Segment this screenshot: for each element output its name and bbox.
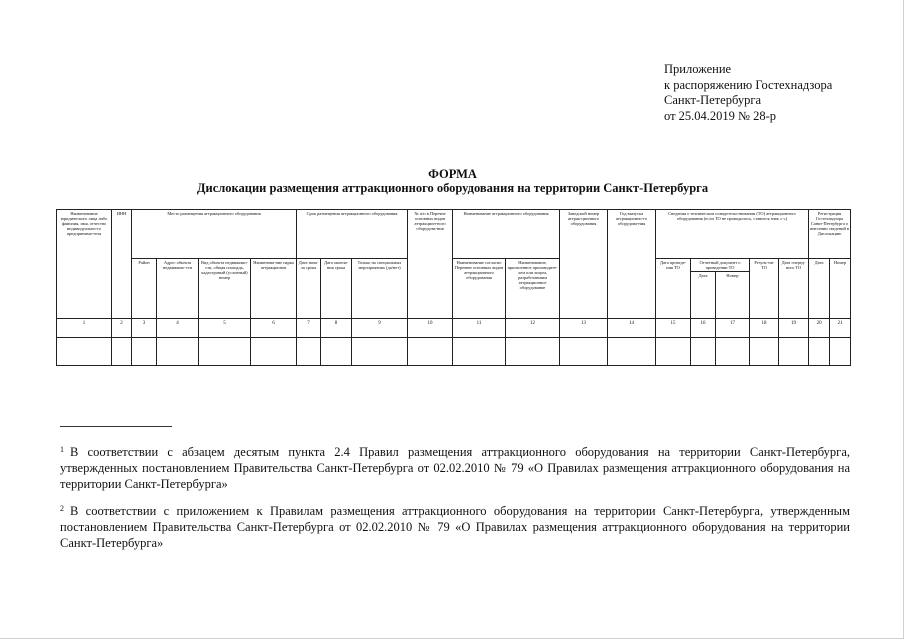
- header-term: Срок размещения аттракционного оборудования: [297, 210, 408, 259]
- empty-cell[interactable]: [779, 338, 809, 366]
- header-inspection-date: Дата проведе-ния ТО: [656, 259, 691, 319]
- footnote-mark: 1: [60, 445, 64, 454]
- footnote-2: [60, 503, 850, 551]
- header-reg-date: Дата: [809, 259, 830, 319]
- footnote-1: [60, 444, 850, 492]
- header-factory-number: Заводской номер аттрак-ционного оборудования: [560, 210, 608, 319]
- header-park-name: Наименова-ние парка аттракционов: [251, 259, 297, 319]
- header-technical-inspection: Сведения о техническом освидетельствовании (ТО) аттракционного оборудования (если ТО не проводилось, ставится знак «-»): [656, 210, 809, 259]
- empty-cell[interactable]: [560, 338, 608, 366]
- header-start-date: Дата нача-ла срока: [297, 259, 321, 319]
- column-number: 18: [750, 319, 779, 338]
- column-number: 6: [251, 319, 297, 338]
- header-end-date: Дата оконча-ния срока: [321, 259, 352, 319]
- header-name: Наименование аттракционного оборудования: [453, 210, 560, 259]
- empty-cell[interactable]: [321, 338, 352, 366]
- column-number: 1: [57, 319, 112, 338]
- column-number: 15: [656, 319, 691, 338]
- column-number: 16: [691, 319, 716, 338]
- header-reg-number: Номер: [830, 259, 851, 319]
- header-report-document: Отчетный документ о проведении ТО: [691, 259, 750, 272]
- empty-cell[interactable]: [656, 338, 691, 366]
- appendix-block: [664, 62, 832, 124]
- column-number: 4: [157, 319, 199, 338]
- footnote-mark: 2: [60, 504, 64, 513]
- header-next-date: Дата очеред-ного ТО: [779, 259, 809, 319]
- column-number: 21: [830, 319, 851, 338]
- appendix-line: Приложение: [664, 62, 732, 76]
- header-report-date: Дата: [691, 272, 716, 319]
- empty-cell[interactable]: [57, 338, 112, 366]
- form-title: ФОРМА: [428, 167, 477, 181]
- column-number: 11: [453, 319, 506, 338]
- footnote-divider: [60, 426, 172, 427]
- footnote-text: В соответствии с приложением к Правилам размещения аттракционного оборудования на территории Санкт-Петербурга, утвержденным постановлением Правительства Санкт-Петербурга от 02.02.2010 № 79 «О Правилах размещения аттракционного оборудования на территории Санкт-Петербурга»: [60, 504, 850, 550]
- column-number: 19: [779, 319, 809, 338]
- appendix-line: Санкт-Петербурга: [664, 93, 762, 107]
- empty-cell[interactable]: [297, 338, 321, 366]
- empty-cell[interactable]: [453, 338, 506, 366]
- empty-cell[interactable]: [809, 338, 830, 366]
- empty-cell[interactable]: [408, 338, 453, 366]
- column-number: 7: [297, 319, 321, 338]
- column-number: 12: [506, 319, 560, 338]
- column-number: 13: [560, 319, 608, 338]
- column-number: 3: [132, 319, 157, 338]
- header-name-by-maker: Наименование, присвоенное производите-лем или лицом, разработавшим аттракционное оборудование: [506, 259, 560, 319]
- header-object-type: Вид объекта недвижимо-сти, общая площадь, кадастровый (условный) номер: [199, 259, 251, 319]
- empty-cell[interactable]: [608, 338, 656, 366]
- footnote-text: В соответствии с абзацем десятым пункта 2.4 Правил размещения аттракционного оборудования на территории Санкт-Петербурга, утвержденных постановлением Правительства Санкт-Петербурга от 02.02.2010 № 79 «О Правилах размещения аттракционного оборудования на территории Санкт-Петербурга»: [60, 445, 850, 491]
- header-year: Год выпуска аттракционно-го оборудова-ния: [608, 210, 656, 319]
- header-inn: ИНН: [112, 210, 132, 319]
- form-subtitle: Дислокации размещения аттракционного оборудования на территории Санкт-Петербурга: [196, 181, 709, 195]
- header-report-number: Номер: [716, 272, 750, 319]
- empty-cell[interactable]: [750, 338, 779, 366]
- header-address: Адрес объекта недвижимо-сти: [157, 259, 199, 319]
- header-special-events: Только на специальных мероприятиях (да/нет): [352, 259, 408, 319]
- empty-cell[interactable]: [506, 338, 560, 366]
- header-name-by-list: Наименование согласно Перечню основных видов аттракционного оборудования: [453, 259, 506, 319]
- column-number: 20: [809, 319, 830, 338]
- column-number-row: [57, 319, 851, 338]
- column-number: 5: [199, 319, 251, 338]
- empty-cell[interactable]: [199, 338, 251, 366]
- appendix-line: от 25.04.2019 № 28-р: [664, 108, 777, 123]
- column-number: 8: [321, 319, 352, 338]
- header-owner: Наименование юридического лица либо фамилия, имя, отчество индивидуально-го предпринима-теля: [57, 210, 112, 319]
- empty-cell[interactable]: [251, 338, 297, 366]
- appendix-line: к распоряжению Гостехнадзора: [664, 77, 833, 92]
- empty-cell[interactable]: [691, 338, 716, 366]
- column-number: 2: [112, 319, 132, 338]
- empty-cell[interactable]: [352, 338, 408, 366]
- empty-cell[interactable]: [132, 338, 157, 366]
- empty-cell[interactable]: [830, 338, 851, 366]
- empty-cell[interactable]: [716, 338, 750, 366]
- header-district: Район: [132, 259, 157, 319]
- column-number: 17: [716, 319, 750, 338]
- empty-cell[interactable]: [112, 338, 132, 366]
- column-number: 9: [352, 319, 408, 338]
- empty-cell[interactable]: [157, 338, 199, 366]
- column-number: 14: [608, 319, 656, 338]
- header-list-number: № п/п в Перечне основных видов аттракцион-ного оборудова-ния: [408, 210, 453, 319]
- empty-data-row: [57, 338, 851, 366]
- column-number: 10: [408, 319, 453, 338]
- header-result: Резуль-тат ТО: [750, 259, 779, 319]
- header-registration: Регистрация Гостехнадзора Санкт-Петербурга о внесении сведений в Дислокацию: [809, 210, 851, 259]
- header-place: Место размещения аттракционного оборудования: [132, 210, 297, 259]
- dislocation-table: [56, 209, 851, 366]
